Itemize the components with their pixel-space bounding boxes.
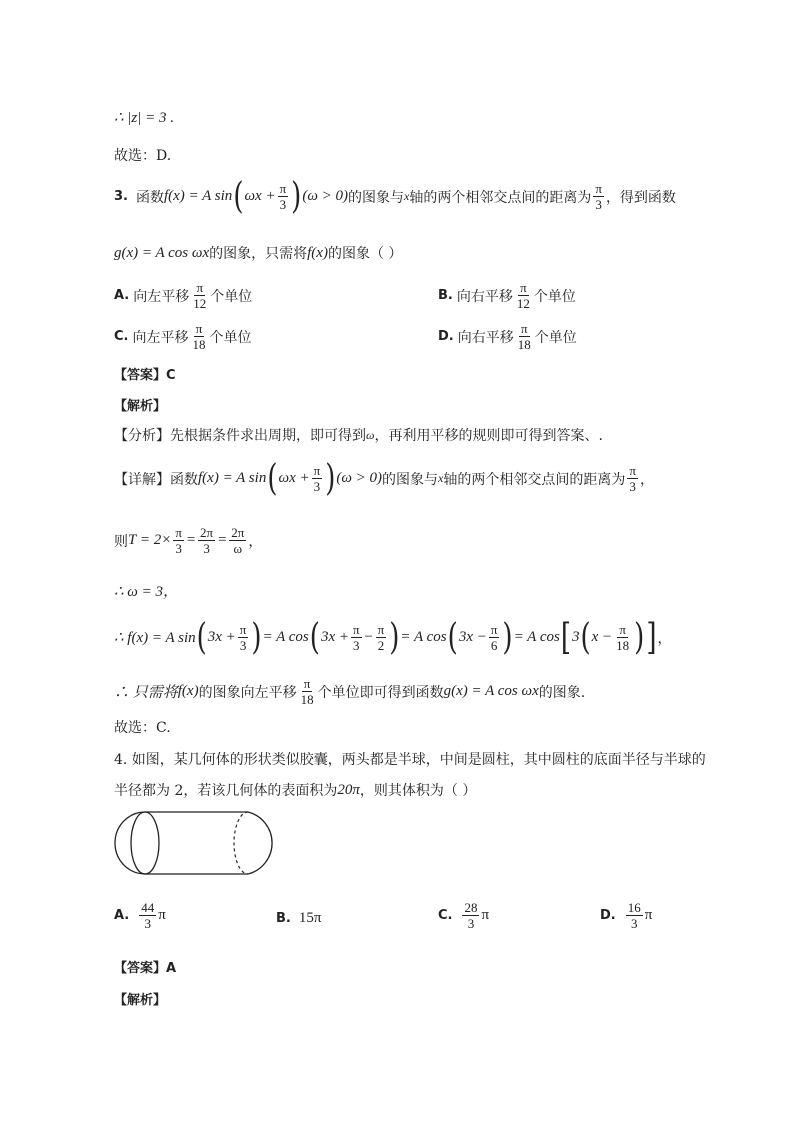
option-c-text: 向左平移 (132, 329, 189, 346)
q3-text-a: 函数 (135, 189, 164, 206)
pi: π (481, 907, 490, 923)
option-b[interactable] (438, 280, 576, 311)
option-a-label: A. (114, 288, 130, 303)
answer-4 (114, 957, 176, 976)
xj-x: x (438, 471, 444, 485)
option-b-text: 向右平移 (456, 288, 513, 305)
option-b-label: B. (438, 288, 453, 303)
answer-3-text: 【答案】C (114, 368, 176, 383)
deriv-d: 3x + (320, 629, 349, 645)
frac-den: 18 (517, 337, 531, 352)
q4-area: 20π (337, 781, 360, 798)
frac-num: π (377, 622, 385, 637)
question-3-line-1 (114, 175, 676, 218)
paren-close: ) (634, 616, 645, 659)
fraction-2pi-3 (198, 525, 215, 556)
fenxi-3-text: 【分析】先根据条件求出周期，即可得到 (114, 428, 366, 444)
analysis-4-text: 【解析】 (114, 993, 167, 1008)
frac-num: π (279, 181, 287, 196)
fenxi-3-omega: ω (366, 427, 375, 442)
pi: π (644, 907, 653, 923)
q3-l2-fx: f(x) (307, 244, 328, 261)
fraction-pi-12-b (515, 280, 532, 311)
option-b-tail: 个单位 (533, 288, 576, 305)
fraction-pi-18 (190, 321, 207, 352)
frac-num: π (195, 321, 203, 336)
option-a-tail: 个单位 (210, 288, 253, 305)
q4-text-a: 4. 如图，某几何体的形状类似胶囊，两头都是半球，中间是圆柱，其中圆柱的底面半径与半球的 (114, 752, 706, 768)
frac-den: 18 (192, 337, 206, 352)
q3-l2-text-b: 的图象（ ） (327, 246, 403, 262)
question-4-line-2 (114, 780, 476, 800)
paren-open: ( (447, 616, 458, 659)
frac-den: 3 (629, 479, 636, 494)
deriv-f: 3x − (458, 629, 487, 645)
abs-z-text: ∴ |z| = 3 . (114, 110, 174, 126)
q4-option-b-label: B. (276, 911, 291, 926)
q4-option-d-label: D. (600, 908, 616, 923)
q4-option-a-label: A. (114, 908, 130, 923)
frac-den: 12 (193, 296, 207, 311)
q3-gx: g(x) = A cos ωx (114, 244, 210, 261)
q4-option-a[interactable] (114, 900, 166, 931)
deriv-c: = A cos (262, 629, 309, 645)
q3-l2-text-a: 的图象，只需将 (209, 246, 308, 262)
answer-select-d (114, 145, 171, 165)
derivation-line (114, 616, 672, 659)
frac-den: 3 (353, 638, 360, 653)
q4-option-b-value: 15π (298, 910, 322, 926)
q3-cond: (ω > 0) (302, 188, 349, 204)
frac-num: π (352, 622, 360, 637)
frac-num: π (629, 463, 636, 478)
period-end: ， (248, 533, 263, 550)
xj-fx: f(x) = A sin (198, 470, 267, 486)
shift-b: 的图象向左平移 (198, 684, 297, 701)
paren-close: ) (251, 616, 262, 659)
frac-num: π (303, 676, 311, 691)
equals: = (185, 532, 197, 548)
xj-end: ， (639, 471, 654, 488)
period-t: T = 2× (128, 532, 172, 548)
frac-den: 18 (616, 638, 630, 653)
minus: − (363, 629, 374, 645)
frac-den: 3 (595, 197, 602, 212)
frac-num: 16 (627, 900, 641, 915)
frac-den: 18 (300, 692, 314, 707)
shift-fx: f(x) (177, 683, 199, 699)
deriv-g: = A cos (513, 629, 560, 645)
q3-text-b: 的图象与 (348, 189, 405, 206)
option-a[interactable] (114, 280, 252, 311)
option-d[interactable] (438, 321, 577, 352)
fenxi-3 (114, 425, 603, 445)
paren-open: ( (309, 616, 320, 659)
frac-den: 3 (630, 916, 638, 931)
xiangjie-3-label: 【详解】函数 (114, 471, 198, 488)
xiangjie-3 (114, 457, 654, 500)
paren-close: ) (502, 616, 513, 659)
deriv-e: = A cos (400, 629, 447, 645)
paren-close: ) (389, 616, 400, 659)
period-line (114, 525, 262, 556)
option-c-tail: 个单位 (209, 329, 252, 346)
frac-den: 3 (239, 638, 247, 653)
shift-line (114, 676, 585, 707)
frac-den: 3 (467, 916, 475, 931)
fraction-pi-3 (173, 525, 184, 556)
select-d-text: 故选：D. (114, 148, 172, 164)
q3-x: x (404, 189, 410, 203)
equals-2: = (217, 532, 228, 548)
frac-num: π (619, 622, 626, 637)
option-d-label: D. (438, 329, 454, 344)
fraction-pi-3-b (593, 181, 604, 212)
fraction-pi-3 (238, 622, 249, 653)
capsule-figure (112, 810, 284, 876)
q4-option-b[interactable] (276, 910, 321, 927)
frac-num: π (313, 463, 321, 478)
frac-num: π (595, 181, 602, 196)
q3-text-d: ，得到函数 (605, 189, 676, 206)
frac-den: 12 (516, 296, 530, 311)
deriv-a: ∴ f(x) = A sin (114, 630, 196, 646)
option-d-tail: 个单位 (534, 329, 577, 346)
q4-option-c-label: C. (438, 908, 453, 923)
xj-text-b: 的图象与 (382, 471, 439, 488)
answer-3 (114, 364, 176, 383)
paren-open: ( (580, 616, 591, 659)
q4-text-b: 半径都为 2，若该几何体的表面积为 (114, 783, 338, 799)
period-label: 则 (114, 533, 128, 550)
fraction-pi-6 (489, 622, 500, 653)
analysis-3-header (114, 395, 166, 414)
analysis-4-header (114, 989, 166, 1008)
fraction-2pi-omega (229, 525, 246, 556)
frac-num: π (239, 622, 247, 637)
shift-c: 个单位即可得到函数 (317, 684, 444, 701)
frac-den: 6 (490, 638, 498, 653)
fraction-pi-3 (351, 622, 362, 653)
frac-den: 3 (203, 541, 210, 556)
analysis-3-text: 【解析】 (114, 399, 167, 414)
fraction-16-3 (626, 900, 643, 931)
frac-num: π (520, 321, 528, 336)
paren-close: ) (291, 175, 302, 218)
fenxi-3-text-b: ，再利用平移的规则即可得到答案、. (374, 428, 603, 444)
frac-num: π (520, 280, 527, 295)
deriv-end: ， (657, 630, 672, 647)
shift-a: ∴ 只需将 (114, 685, 178, 701)
paren-close: ) (325, 457, 336, 500)
fraction-pi-18 (614, 622, 631, 653)
frac-num: π (175, 525, 182, 540)
deriv-i: x − (591, 629, 613, 645)
q3-fx: f(x) = A sin (163, 188, 233, 204)
fraction-pi-18 (299, 676, 316, 707)
frac-den: 3 (313, 479, 321, 494)
left-circle-back (145, 812, 159, 874)
fraction-pi-2 (376, 622, 387, 653)
fraction-44-3 (139, 900, 156, 931)
q4-text-end: ，则其体积为（ ） (359, 783, 477, 799)
fraction-28-3 (462, 900, 479, 931)
fraction-pi-3 (278, 181, 289, 212)
option-c[interactable] (114, 321, 251, 352)
shift-gx: g(x) = A cos ωx (443, 683, 539, 699)
fraction-pi-3 (312, 463, 323, 494)
frac-den: 2 (377, 638, 385, 653)
deriv-b: 3x + (207, 629, 236, 645)
question-4-line-1 (114, 749, 706, 769)
option-a-text: 向左平移 (133, 288, 190, 305)
frac-den: 3 (144, 916, 151, 931)
right-circle-dashed (234, 812, 248, 874)
option-d-text: 向右平移 (457, 329, 514, 346)
frac-den: ω (233, 541, 243, 556)
fraction-pi-3-b (627, 463, 638, 494)
frac-den: 3 (279, 197, 287, 212)
xj-cond: (ω > 0) (336, 470, 383, 486)
bracket-open: [ (560, 616, 571, 659)
capsule-outline (115, 812, 272, 874)
select-c-text: 故选：C. (114, 720, 171, 736)
q4-option-c[interactable] (438, 900, 489, 931)
abs-z-line (114, 108, 174, 127)
question-3-line-2 (114, 243, 402, 263)
q3-arg: ωx + (244, 188, 276, 204)
answer-4-text: 【答案】A (114, 961, 177, 976)
pi: π (158, 907, 166, 923)
frac-num: π (196, 280, 204, 295)
paren-open: ( (233, 175, 244, 218)
q3-text-c: 轴的两个相邻交点间的距离为 (409, 189, 592, 206)
frac-num: 2π (231, 525, 245, 540)
xj-text-c: 轴的两个相邻交点间的距离为 (443, 471, 626, 488)
frac-num: 2π (200, 525, 214, 540)
xj-arg: ωx + (278, 470, 310, 486)
fraction-pi-18-b (516, 321, 533, 352)
paren-open: ( (196, 616, 207, 659)
q4-option-d[interactable] (600, 900, 652, 931)
frac-num: π (490, 622, 498, 637)
shift-d: 的图象. (538, 684, 586, 701)
deriv-h: 3 (571, 629, 580, 645)
bracket-close: ] (646, 616, 657, 659)
question-3-number: 3. (114, 189, 128, 204)
fraction-pi-12 (191, 280, 208, 311)
omega-line (114, 580, 178, 601)
paren-open: ( (267, 457, 278, 500)
frac-num: 28 (464, 900, 478, 915)
omega-text: ∴ ω = 3， (114, 584, 179, 600)
frac-num: 44 (141, 900, 155, 915)
left-circle-front (131, 812, 145, 874)
option-c-label: C. (114, 329, 129, 344)
select-c (114, 717, 171, 737)
frac-den: 3 (175, 541, 182, 556)
